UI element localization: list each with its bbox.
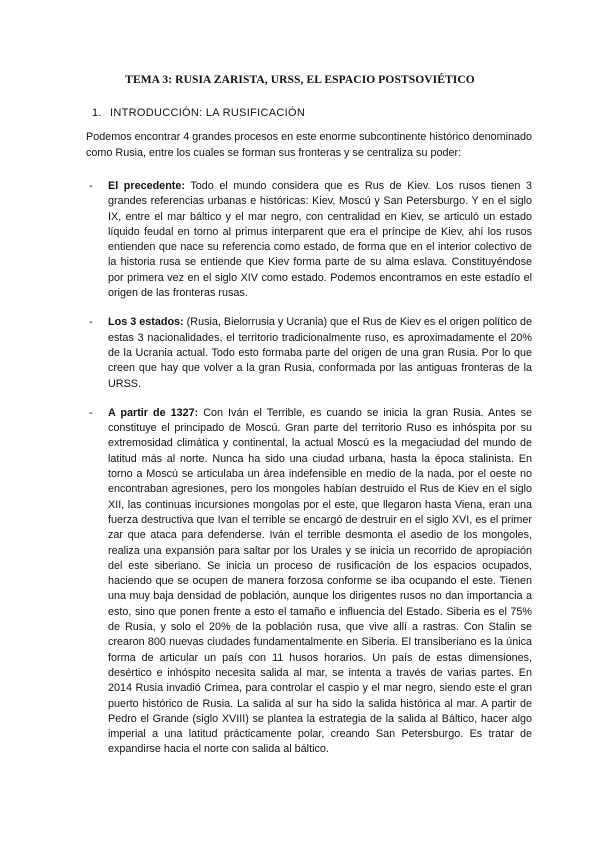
item-lead: A partir de 1327:: [108, 406, 199, 419]
intro-paragraph: Podemos encontrar 4 grandes procesos en este enorme subcontinente histórico denominado como Rusia, entre los cuales se forman sus fronteras y se centraliza su poder:: [86, 131, 532, 159]
item-text: (Rusia, Bielorrusia y Ucrania) que el Rus de Kiev es el origen político de estas 3 nacionalidades, el territorio tradicionalmente ruso, es aproximadamente el 20% de la Ucrania actual. Todo esto formaba parte del origen de una gran Rusia. Por lo que creen que hay que volver a la gran Rusia, conformada por las antiguas fronteras de la URSS.: [108, 316, 532, 390]
bullet-marker: -: [89, 316, 93, 329]
list-item: [86, 179, 532, 301]
page-title: TEMA 3: RUSIA ZARISTA, URSS, EL ESPACIO POSTSOVIÉTICO: [125, 74, 475, 86]
item-text: Todo el mundo considera que es Rus de Kiev. Los rusos tienen 3 grandes referencias urbanas e históricas: Kiev, Moscú y San Petersburgo. Y en el siglo IX, entre el mar báltico y el mar negro, con centralidad en Kiev, se articuló un estado líquido feudal en torno al primus interparent que era el príncipe de Kiev, ahí los rusos entienden que nace su referencia como estado, de forma que en el interior colectivo de la historia rusa se entiende que Kiev forma parte de su alma eslava. Constituyéndose por primera vez en el siglo XIV como estado. Podemos encontramos en este estadío el origen de las fronteras rusas.: [108, 180, 532, 300]
section-number: 1.: [92, 107, 102, 119]
bullet-list: [86, 179, 532, 758]
item-lead: El precedente:: [108, 180, 185, 192]
item-lead: Los 3 estados:: [108, 316, 184, 329]
bullet-marker: -: [89, 406, 93, 419]
section-heading: [92, 107, 305, 119]
list-item: [86, 406, 532, 758]
section-label: INTRODUCCIÓN: LA RUSIFICACIÓN: [110, 107, 306, 119]
item-text: Con Iván el Terrible, es cuando se inicia la gran Rusia. Antes se constituye el principado de Moscú. Gran parte del territorio Ruso es inhóspita por su extremosidad climática y continental, la actual Moscú es la megaciudad del mundo de latitud más al norte. Nunca ha sido una ciudad urbana, hasta la época stalinista. En torno a Moscú se articulaba un área indefensible en medio de la nada, por el oeste no encontraban agresiones, pero los mongoles habían destruido el Rus de Kiev en el siglo XII, las continuas incursiones mongolas por el este, que llegaron hasta Viena, eran una fuerza destructiva que Ivan el terrible se encargó de destruir en el siglo XVI, es el primer zar que ataca para defenderse. Iván el terrible desmonta el asedio de los mongoles, realiza una expansión para saltar por los Urales y se inicia un recorrido de apropiación del este siberiano. Se inicia un proceso de rusificación de los espacios ocupados, haciendo que se ocupen de manera forzosa conforme se iba ocupando el este. Tienen una muy baja densidad de población, aunque los dirigentes rusos no dan importancia a esto, sino que ponen frente a esto el tamaño e influencia del Estado. Siberia es el 75% de Rusia, y solo el 20% de la población rusa, que vive allí a rastras. Con Stalin se crearon 800 nuevas ciudades fundamentalmente en Siberia. El transiberiano es la única forma de articular un país con 11 husos horarios. Un país de estas dimensiones, desértico e inhóspito necesita salida al mar, se intenta a través de varias partes. En 2014 Rusia invadió Crimea, para controlar el caspio y el mar negro, siendo este el gran puerto histórico de Rusia. La salida al sur ha sido la salida histórica al mar. A partir de Pedro el Grande (siglo XVIII) se plantea la estrategia de la salida al Báltico, hacer algo imperial a una latitud prácticamente polar, creando San Petersburgo. Es tratar de expandirse hacia el norte con salida al báltico.: [108, 406, 533, 756]
list-item: [86, 315, 532, 391]
bullet-marker: -: [89, 180, 93, 192]
